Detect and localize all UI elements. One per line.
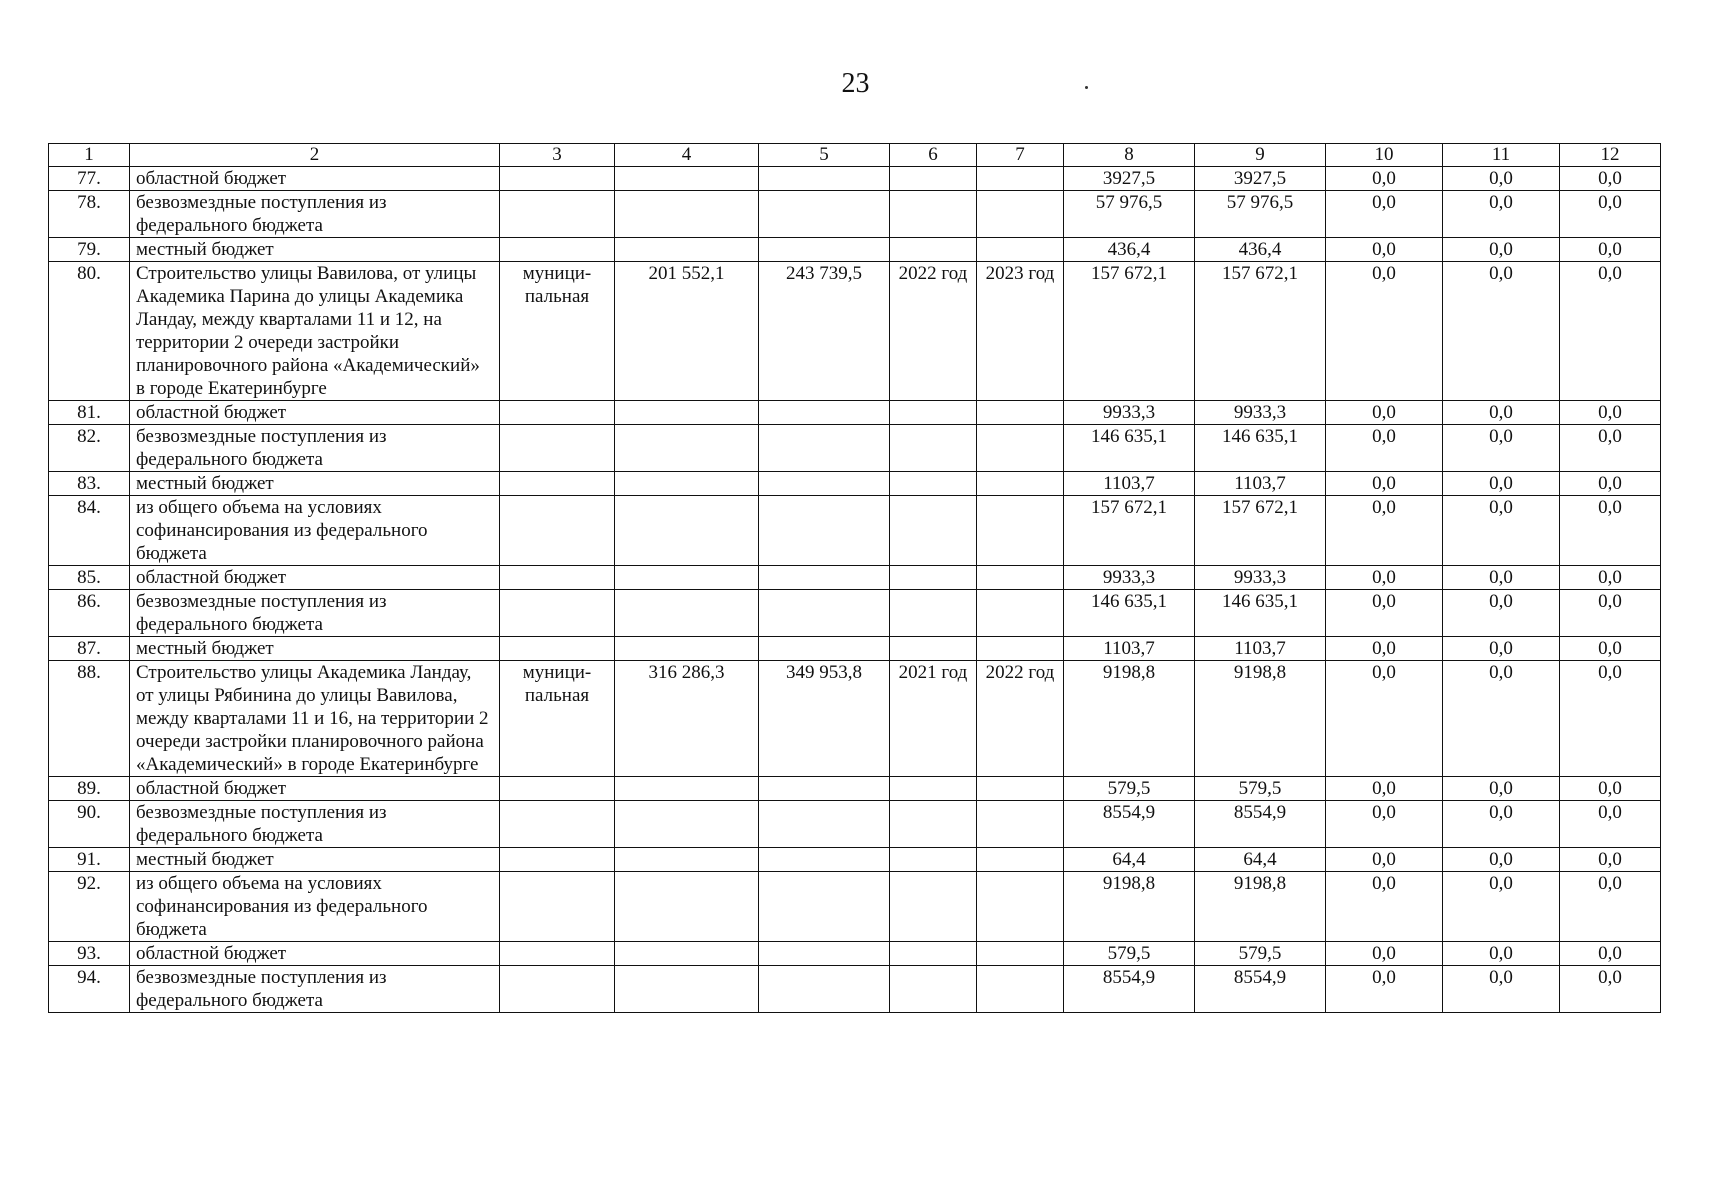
item-name-cell: из общего объема на условиях софинансирования из федерального бюджета [130,872,500,942]
table-row [49,637,1661,661]
ownership-cell: муници-пальная [500,661,615,777]
col11-value-cell: 0,0 [1443,848,1560,872]
col4-value-cell [615,191,759,238]
col8-value-cell: 146 635,1 [1064,425,1195,472]
table-row [49,590,1661,637]
item-name-cell: областной бюджет [130,401,500,425]
end-year-cell [977,167,1064,191]
row-number-cell: 83. [49,472,130,496]
col11-value-cell: 0,0 [1443,942,1560,966]
table-row [49,425,1661,472]
col4-value-cell [615,167,759,191]
row-number-cell: 79. [49,238,130,262]
col12-value-cell: 0,0 [1560,872,1661,942]
col11-value-cell: 0,0 [1443,590,1560,637]
table-row [49,401,1661,425]
header-cell: 2 [130,144,500,167]
col4-value-cell [615,966,759,1013]
item-name-cell: безвозмездные поступления из федерального бюджета [130,425,500,472]
ownership-cell [500,848,615,872]
start-year-cell [890,238,977,262]
col9-value-cell: 579,5 [1195,942,1326,966]
col4-value-cell [615,472,759,496]
col9-value-cell: 3927,5 [1195,167,1326,191]
start-year-cell: 2022 год [890,262,977,401]
header-cell: 10 [1326,144,1443,167]
header-cell: 5 [759,144,890,167]
col4-value-cell [615,496,759,566]
col5-value-cell [759,966,890,1013]
col8-value-cell: 157 672,1 [1064,262,1195,401]
col8-value-cell: 64,4 [1064,848,1195,872]
ownership-cell [500,566,615,590]
item-name-cell: местный бюджет [130,238,500,262]
col9-value-cell: 1103,7 [1195,637,1326,661]
col4-value-cell [615,566,759,590]
col10-value-cell: 0,0 [1326,238,1443,262]
item-name-cell: областной бюджет [130,777,500,801]
col9-value-cell: 57 976,5 [1195,191,1326,238]
col9-value-cell: 436,4 [1195,238,1326,262]
col10-value-cell: 0,0 [1326,496,1443,566]
col10-value-cell: 0,0 [1326,262,1443,401]
col4-value-cell [615,425,759,472]
table-row [49,496,1661,566]
ownership-cell [500,872,615,942]
end-year-cell [977,848,1064,872]
col4-value-cell [615,401,759,425]
item-name-cell: областной бюджет [130,167,500,191]
col12-value-cell: 0,0 [1560,590,1661,637]
col11-value-cell: 0,0 [1443,472,1560,496]
row-number-cell: 80. [49,262,130,401]
end-year-cell [977,401,1064,425]
col9-value-cell: 8554,9 [1195,801,1326,848]
start-year-cell [890,801,977,848]
col12-value-cell: 0,0 [1560,942,1661,966]
table-row [49,472,1661,496]
col11-value-cell: 0,0 [1443,801,1560,848]
ownership-cell [500,238,615,262]
end-year-cell: 2022 год [977,661,1064,777]
item-name-cell: областной бюджет [130,566,500,590]
item-name-cell: безвозмездные поступления из федерального бюджета [130,191,500,238]
col12-value-cell: 0,0 [1560,801,1661,848]
col5-value-cell [759,777,890,801]
end-year-cell: 2023 год [977,262,1064,401]
end-year-cell [977,801,1064,848]
start-year-cell [890,167,977,191]
col8-value-cell: 1103,7 [1064,472,1195,496]
item-name-cell: из общего объема на условиях софинансирования из федерального бюджета [130,496,500,566]
ownership-cell [500,425,615,472]
col4-value-cell [615,590,759,637]
end-year-cell [977,637,1064,661]
header-row [49,144,1661,167]
ownership-cell [500,167,615,191]
end-year-cell [977,777,1064,801]
header-cell: 11 [1443,144,1560,167]
row-number-cell: 94. [49,966,130,1013]
col11-value-cell: 0,0 [1443,777,1560,801]
table-row [49,262,1661,401]
start-year-cell [890,496,977,566]
row-number-cell: 91. [49,848,130,872]
col5-value-cell [759,472,890,496]
col12-value-cell: 0,0 [1560,848,1661,872]
row-number-cell: 86. [49,590,130,637]
col4-value-cell [615,777,759,801]
row-number-cell: 90. [49,801,130,848]
start-year-cell [890,590,977,637]
col11-value-cell: 0,0 [1443,238,1560,262]
col5-value-cell [759,401,890,425]
end-year-cell [977,566,1064,590]
col11-value-cell: 0,0 [1443,637,1560,661]
col9-value-cell: 579,5 [1195,777,1326,801]
col12-value-cell: 0,0 [1560,566,1661,590]
col10-value-cell: 0,0 [1326,637,1443,661]
col11-value-cell: 0,0 [1443,566,1560,590]
col4-value-cell [615,238,759,262]
item-name-cell: местный бюджет [130,637,500,661]
col11-value-cell: 0,0 [1443,966,1560,1013]
row-number-cell: 77. [49,167,130,191]
col9-value-cell: 8554,9 [1195,966,1326,1013]
item-name-cell: местный бюджет [130,472,500,496]
ownership-cell [500,637,615,661]
col8-value-cell: 9933,3 [1064,566,1195,590]
col10-value-cell: 0,0 [1326,872,1443,942]
col12-value-cell: 0,0 [1560,425,1661,472]
end-year-cell [977,942,1064,966]
end-year-cell [977,472,1064,496]
col8-value-cell: 436,4 [1064,238,1195,262]
col9-value-cell: 9933,3 [1195,401,1326,425]
col11-value-cell: 0,0 [1443,167,1560,191]
col12-value-cell: 0,0 [1560,637,1661,661]
col9-value-cell: 9198,8 [1195,872,1326,942]
col11-value-cell: 0,0 [1443,872,1560,942]
item-name-cell: безвозмездные поступления из федерального бюджета [130,801,500,848]
ownership-cell [500,191,615,238]
col12-value-cell: 0,0 [1560,262,1661,401]
table-body [49,144,1661,1013]
end-year-cell [977,966,1064,1013]
item-name-cell: безвозмездные поступления из федерального бюджета [130,590,500,637]
row-number-cell: 82. [49,425,130,472]
ownership-cell [500,966,615,1013]
col5-value-cell [759,801,890,848]
end-year-cell [977,872,1064,942]
ownership-cell [500,590,615,637]
col10-value-cell: 0,0 [1326,590,1443,637]
col10-value-cell: 0,0 [1326,472,1443,496]
col8-value-cell: 8554,9 [1064,801,1195,848]
col12-value-cell: 0,0 [1560,401,1661,425]
col10-value-cell: 0,0 [1326,777,1443,801]
start-year-cell [890,966,977,1013]
col12-value-cell: 0,0 [1560,167,1661,191]
col5-value-cell: 349 953,8 [759,661,890,777]
start-year-cell [890,637,977,661]
col8-value-cell: 9933,3 [1064,401,1195,425]
col12-value-cell: 0,0 [1560,496,1661,566]
ownership-cell [500,472,615,496]
start-year-cell [890,777,977,801]
page-number: 23 [841,68,870,99]
item-name-cell: местный бюджет [130,848,500,872]
table-row [49,167,1661,191]
col8-value-cell: 579,5 [1064,942,1195,966]
table-row [49,872,1661,942]
table-row [49,966,1661,1013]
col10-value-cell: 0,0 [1326,966,1443,1013]
start-year-cell [890,942,977,966]
col5-value-cell [759,637,890,661]
col12-value-cell: 0,0 [1560,191,1661,238]
col9-value-cell: 64,4 [1195,848,1326,872]
table-row [49,848,1661,872]
page-dot-mark [1085,86,1088,89]
row-number-cell: 93. [49,942,130,966]
col9-value-cell: 157 672,1 [1195,496,1326,566]
table-row [49,801,1661,848]
ownership-cell [500,496,615,566]
budget-table [48,143,1661,1013]
item-name-cell: безвозмездные поступления из федерального бюджета [130,966,500,1013]
ownership-cell [500,401,615,425]
start-year-cell [890,425,977,472]
col11-value-cell: 0,0 [1443,496,1560,566]
col10-value-cell: 0,0 [1326,401,1443,425]
col10-value-cell: 0,0 [1326,801,1443,848]
col9-value-cell: 146 635,1 [1195,590,1326,637]
row-number-cell: 85. [49,566,130,590]
col12-value-cell: 0,0 [1560,472,1661,496]
col8-value-cell: 9198,8 [1064,661,1195,777]
header-cell: 1 [49,144,130,167]
header-cell: 3 [500,144,615,167]
col12-value-cell: 0,0 [1560,238,1661,262]
table-row [49,191,1661,238]
col4-value-cell: 201 552,1 [615,262,759,401]
row-number-cell: 89. [49,777,130,801]
col4-value-cell [615,872,759,942]
col10-value-cell: 0,0 [1326,167,1443,191]
col8-value-cell: 57 976,5 [1064,191,1195,238]
col5-value-cell [759,496,890,566]
header-cell: 7 [977,144,1064,167]
col5-value-cell [759,942,890,966]
ownership-cell [500,777,615,801]
col4-value-cell [615,637,759,661]
col9-value-cell: 157 672,1 [1195,262,1326,401]
col9-value-cell: 146 635,1 [1195,425,1326,472]
col5-value-cell [759,566,890,590]
row-number-cell: 81. [49,401,130,425]
end-year-cell [977,590,1064,637]
col10-value-cell: 0,0 [1326,661,1443,777]
col4-value-cell [615,801,759,848]
table-row [49,777,1661,801]
col12-value-cell: 0,0 [1560,966,1661,1013]
col8-value-cell: 1103,7 [1064,637,1195,661]
row-number-cell: 84. [49,496,130,566]
col8-value-cell: 9198,8 [1064,872,1195,942]
row-number-cell: 78. [49,191,130,238]
col5-value-cell [759,590,890,637]
item-name-cell: областной бюджет [130,942,500,966]
col11-value-cell: 0,0 [1443,191,1560,238]
col8-value-cell: 157 672,1 [1064,496,1195,566]
end-year-cell [977,238,1064,262]
start-year-cell [890,472,977,496]
col12-value-cell: 0,0 [1560,661,1661,777]
table-row [49,566,1661,590]
ownership-cell [500,942,615,966]
table-row [49,661,1661,777]
end-year-cell [977,191,1064,238]
col4-value-cell: 316 286,3 [615,661,759,777]
col5-value-cell [759,167,890,191]
col8-value-cell: 8554,9 [1064,966,1195,1013]
col8-value-cell: 579,5 [1064,777,1195,801]
end-year-cell [977,496,1064,566]
col8-value-cell: 3927,5 [1064,167,1195,191]
item-name-cell: Строительство улицы Академика Ландау, от улицы Рябинина до улицы Вавилова, между кварталами 11 и 16, на территории 2 очереди застройки планировочного района «Академический» в городе Екатеринбурге [130,661,500,777]
end-year-cell [977,425,1064,472]
col5-value-cell [759,238,890,262]
col9-value-cell: 9933,3 [1195,566,1326,590]
col5-value-cell [759,425,890,472]
start-year-cell: 2021 год [890,661,977,777]
col5-value-cell [759,191,890,238]
col10-value-cell: 0,0 [1326,566,1443,590]
ownership-cell: муници-пальная [500,262,615,401]
start-year-cell [890,848,977,872]
col10-value-cell: 0,0 [1326,191,1443,238]
table-row [49,238,1661,262]
col10-value-cell: 0,0 [1326,942,1443,966]
header-cell: 9 [1195,144,1326,167]
ownership-cell [500,801,615,848]
col4-value-cell [615,848,759,872]
col9-value-cell: 9198,8 [1195,661,1326,777]
row-number-cell: 88. [49,661,130,777]
col10-value-cell: 0,0 [1326,425,1443,472]
col8-value-cell: 146 635,1 [1064,590,1195,637]
col11-value-cell: 0,0 [1443,401,1560,425]
col5-value-cell: 243 739,5 [759,262,890,401]
start-year-cell [890,401,977,425]
row-number-cell: 87. [49,637,130,661]
col5-value-cell [759,872,890,942]
col10-value-cell: 0,0 [1326,848,1443,872]
header-cell: 8 [1064,144,1195,167]
col9-value-cell: 1103,7 [1195,472,1326,496]
col11-value-cell: 0,0 [1443,425,1560,472]
col11-value-cell: 0,0 [1443,262,1560,401]
col4-value-cell [615,942,759,966]
item-name-cell: Строительство улицы Вавилова, от улицы Академика Парина до улицы Академика Ландау, между кварталами 11 и 12, на территории 2 очереди застройки планировочного района «Академический» в городе Екатеринбурге [130,262,500,401]
start-year-cell [890,872,977,942]
header-cell: 12 [1560,144,1661,167]
start-year-cell [890,566,977,590]
col11-value-cell: 0,0 [1443,661,1560,777]
col12-value-cell: 0,0 [1560,777,1661,801]
row-number-cell: 92. [49,872,130,942]
header-cell: 6 [890,144,977,167]
col5-value-cell [759,848,890,872]
table-row [49,942,1661,966]
start-year-cell [890,191,977,238]
header-cell: 4 [615,144,759,167]
